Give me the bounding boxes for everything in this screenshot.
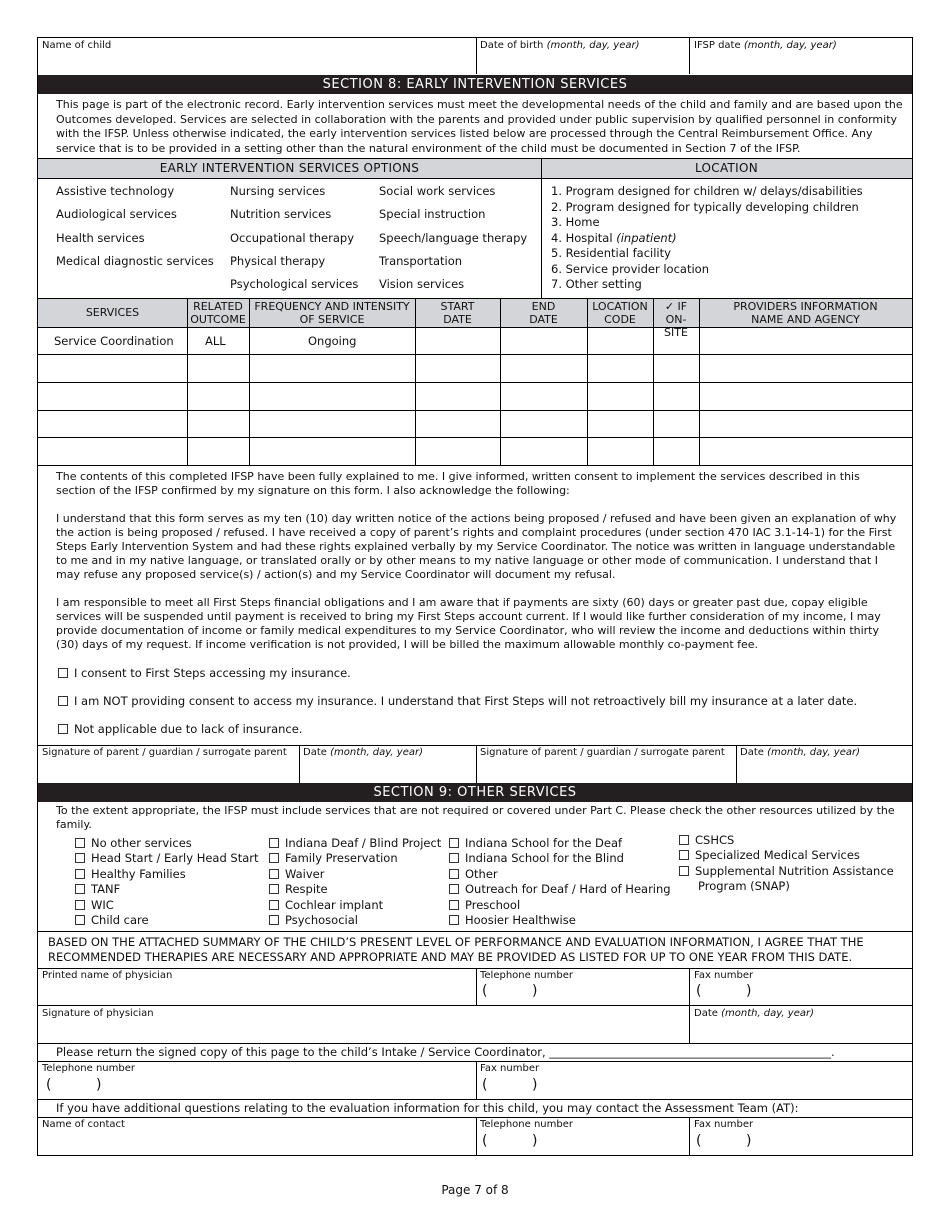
checkbox-icon[interactable] — [58, 668, 68, 678]
section8-intro: This page is part of the electronic record. Early intervention services must meet the developmental needs of the child and family and are based upon the Outcomes developed. Services are selected in collaboration with the parents and provided under public supervision by qualified personnel in conformity with the IFSP. Unless otherwise indicated, the early intervention services listed below are processed through the Central Reimbursement Office. Any service that is to be provided in a setting other than the natural environment of the child must be documented in Section 7 of the IFSP. — [56, 98, 903, 155]
location-item: 1. Program designed for children w/ delays/disabilities — [551, 184, 863, 198]
physician-date-field[interactable] — [690, 1006, 912, 1043]
printed-name-physician-field[interactable] — [38, 969, 476, 1005]
checkbox-icon[interactable] — [269, 853, 279, 863]
other-service-checkbox[interactable]: Waiver — [269, 867, 325, 881]
other-service-checkbox[interactable]: No other services — [75, 836, 192, 850]
physician-telephone-field[interactable]: ( ) — [482, 983, 538, 999]
col-location-code: LOCATION CODE — [592, 300, 648, 326]
option-item: Assistive technology — [56, 184, 175, 198]
other-service-checkbox[interactable]: WIC — [75, 898, 114, 912]
return-telephone-field[interactable]: ( ) — [46, 1077, 102, 1093]
physician-signature-field[interactable] — [38, 1006, 689, 1043]
other-service-checkbox[interactable]: Psychosocial — [269, 913, 358, 927]
date-2-field[interactable] — [737, 746, 912, 783]
option-item: Nutrition services — [230, 207, 332, 221]
date-1-label: Date (month, day, year) — [303, 747, 423, 758]
dob-label: Date of birth (month, day, year) — [480, 40, 640, 51]
col-providers: PROVIDERS INFORMATION NAME AND AGENCY — [733, 300, 878, 326]
consent-paragraph-3: I am responsible to meet all First Steps financial obligations and I am aware that if payments are sixty (60) days or greater past due, copay eligible services will be suspended until payment is received to bring my First Steps account current. If I would like further consideration of my income, I may provide documentation of income or family medical expenditures to my Service Coordinator, who will review the income and deductions within thirty (30) days of my request. If income verification is not provided, I will be billed the maximum allowable monthly co-payment fee. — [56, 596, 881, 651]
col-end-date: END DATE — [529, 300, 558, 326]
ifsp-date-field[interactable] — [690, 38, 912, 74]
option-item: Psychological services — [230, 277, 359, 291]
section9-intro: To the extent appropriate, the IFSP must include services that are not required or covered under Part C. Please check the other resources utilized by the family. — [56, 804, 895, 831]
checkbox-icon[interactable] — [269, 915, 279, 925]
checkbox-icon[interactable] — [58, 724, 68, 734]
contact-fax-label: Fax number — [694, 1119, 754, 1130]
option-item: Transportation — [379, 254, 463, 268]
col-start-date: START DATE — [440, 300, 475, 326]
no-consent-insurance-checkbox[interactable]: I am NOT providing consent to access my insurance. I understand that First Steps will not retroactively bill my insurance at a later date. — [58, 694, 857, 708]
col-onsite: ✓ IF ON- SITE — [664, 300, 688, 339]
dob-field[interactable] — [477, 38, 689, 74]
location-item: 2. Program designed for typically developing children — [551, 200, 859, 214]
ifsp-date-label: IFSP date (month, day, year) — [694, 40, 837, 51]
checkbox-icon[interactable] — [449, 869, 459, 879]
name-of-child-label: Name of child — [42, 40, 112, 51]
checkbox-icon[interactable] — [58, 696, 68, 706]
checkbox-icon[interactable] — [75, 900, 85, 910]
parent-signature-2-field[interactable] — [477, 746, 736, 783]
parent-signature-1-label: Signature of parent / guardian / surrogate parent — [42, 747, 287, 758]
option-item: Nursing services — [230, 184, 326, 198]
location-item: 5. Residential facility — [551, 246, 671, 260]
checkbox-icon[interactable] — [449, 884, 459, 894]
other-service-label-cont: Program (SNAP) — [698, 879, 790, 893]
checkbox-icon[interactable] — [75, 884, 85, 894]
row-outcome[interactable]: ALL — [205, 334, 226, 348]
checkbox-icon[interactable] — [269, 900, 279, 910]
other-service-checkbox[interactable]: Indiana School for the Blind — [449, 851, 624, 865]
checkbox-icon[interactable] — [449, 853, 459, 863]
not-applicable-checkbox[interactable]: Not applicable due to lack of insurance. — [58, 722, 302, 736]
section9-title: SECTION 9: OTHER SERVICES — [38, 783, 912, 802]
row-frequency[interactable]: Ongoing — [308, 334, 357, 348]
other-service-checkbox[interactable]: Healthy Families — [75, 867, 186, 881]
col-related-outcome: RELATED OUTCOME — [190, 300, 246, 326]
location-item: 3. Home — [551, 215, 600, 229]
return-instructions: Please return the signed copy of this page to the child’s Intake / Service Coordinator, _________________________________________________. — [56, 1045, 835, 1059]
physician-signature-label: Signature of physician — [42, 1008, 154, 1019]
empty-service-rows[interactable] — [38, 355, 912, 465]
other-service-checkbox[interactable]: Specialized Medical Services — [679, 848, 860, 862]
location-item: 7. Other setting — [551, 277, 642, 291]
consent-paragraph-1: The contents of this completed IFSP have been fully explained to me. I give informed, written consent to implement the services described in this section of the IFSP confirmed by my signature on this form. I also acknowledge the following: — [56, 470, 860, 497]
physician-statement: BASED ON THE ATTACHED SUMMARY OF THE CHILD’S PRESENT LEVEL OF PERFORMANCE AND EVALUATION INFORMATION, I AGREE THAT THE RECOMMENDED THERAPIES ARE NECESSARY AND APPROPRIATE AND MAY BE PROVIDED AS LISTED FOR UP TO ONE YEAR FROM THIS DATE. — [48, 935, 864, 964]
option-item: Speech/language therapy — [379, 231, 528, 245]
checkbox-icon[interactable] — [269, 884, 279, 894]
page-number: Page 7 of 8 — [441, 1183, 509, 1197]
option-item: Medical diagnostic services — [56, 254, 214, 268]
option-item: Occupational therapy — [230, 231, 355, 245]
option-item: Social work services — [379, 184, 496, 198]
location-item: 4. Hospital (inpatient) — [551, 231, 677, 245]
return-telephone-label: Telephone number — [42, 1063, 135, 1074]
physician-date-label: Date (month, day, year) — [694, 1008, 814, 1019]
physician-fax-label: Fax number — [694, 970, 754, 981]
contact-name-label: Name of contact — [42, 1119, 125, 1130]
consent-paragraph-2: I understand that this form serves as my ten (10) day written notice of the actions being proposed / refused and have been given an explanation of why the action is being proposed / refused. I have received a copy of parent’s rights and complaint procedures (under section 470 IAC 3.1-14-1) for the First Steps Early Intervention System and had these rights explained verbally by my Service Coordinator. The notice was written in language understandable to me and in my native language, or translated orally or by other means to my native language or other mode of communication. I understand that I may refuse any proposed service(s) / action(s) and my Service Coordinator will document my refusal. — [56, 512, 897, 581]
parent-signature-1-field[interactable] — [38, 746, 299, 783]
contact-telephone-field[interactable]: ( ) — [482, 1133, 538, 1149]
return-fax-label: Fax number — [480, 1063, 540, 1074]
other-service-checkbox[interactable]: Other — [449, 867, 498, 881]
options-header: EARLY INTERVENTION SERVICES OPTIONS — [159, 161, 420, 175]
location-header: LOCATION — [694, 161, 759, 175]
col-frequency: FREQUENCY AND INTENSITY OF SERVICE — [254, 300, 410, 326]
physician-fax-field[interactable]: ( ) — [696, 983, 752, 999]
checkbox-icon[interactable] — [75, 838, 85, 848]
other-service-checkbox[interactable]: Supplemental Nutrition Assistance — [679, 864, 894, 878]
option-item: Vision services — [379, 277, 465, 291]
date-2-label: Date (month, day, year) — [740, 747, 860, 758]
checkbox-icon[interactable] — [75, 853, 85, 863]
checkbox-icon[interactable] — [449, 900, 459, 910]
row-service[interactable]: Service Coordination — [54, 334, 174, 348]
checkbox-icon[interactable] — [269, 838, 279, 848]
checkbox-icon[interactable] — [449, 838, 459, 848]
checkbox-icon[interactable] — [75, 915, 85, 925]
option-item: Special instruction — [379, 207, 486, 221]
contact-fax-field[interactable]: ( ) — [696, 1133, 752, 1149]
consent-insurance-checkbox[interactable]: I consent to First Steps accessing my insurance. — [58, 666, 351, 680]
other-service-checkbox[interactable]: Outreach for Deaf / Hard of Hearing — [449, 882, 671, 896]
location-item: 6. Service provider location — [551, 262, 709, 276]
option-item: Audiological services — [56, 207, 177, 221]
physician-telephone-label: Telephone number — [480, 970, 573, 981]
other-service-checkbox[interactable]: Head Start / Early Head Start — [75, 851, 259, 865]
checkbox-icon[interactable] — [75, 869, 85, 879]
col-services: SERVICES — [85, 306, 140, 319]
questions-text: If you have additional questions relating to the evaluation information for this child, you may contact the Assessment Team (AT): — [56, 1101, 799, 1115]
contact-telephone-label: Telephone number — [480, 1119, 573, 1130]
other-service-checkbox[interactable]: Indiana Deaf / Blind Project — [269, 836, 441, 850]
name-of-child-field[interactable] — [38, 38, 475, 74]
contact-name-field[interactable] — [38, 1118, 476, 1155]
option-item: Health services — [56, 231, 145, 245]
section8-title: SECTION 8: EARLY INTERVENTION SERVICES — [38, 75, 912, 94]
checkbox-icon[interactable] — [269, 869, 279, 879]
option-item: Physical therapy — [230, 254, 326, 268]
checkbox-icon[interactable] — [679, 850, 689, 860]
other-service-checkbox[interactable]: Hoosier Healthwise — [449, 913, 576, 927]
checkbox-icon[interactable] — [679, 866, 689, 876]
checkbox-icon[interactable] — [449, 915, 459, 925]
other-service-checkbox[interactable]: Cochlear implant — [269, 898, 383, 912]
other-service-checkbox[interactable]: Preschool — [449, 898, 520, 912]
form-frame — [37, 37, 913, 1156]
other-service-checkbox[interactable]: CSHCS — [679, 833, 734, 847]
printed-name-physician-label: Printed name of physician — [42, 970, 173, 981]
other-service-checkbox[interactable]: Respite — [269, 882, 328, 896]
parent-signature-2-label: Signature of parent / guardian / surrogate parent — [480, 747, 725, 758]
date-1-field[interactable] — [300, 746, 476, 783]
return-fax-field[interactable]: ( ) — [482, 1077, 538, 1093]
other-service-checkbox[interactable]: Indiana School for the Deaf — [449, 836, 622, 850]
other-service-checkbox[interactable]: TANF — [75, 882, 120, 896]
other-service-checkbox[interactable]: Family Preservation — [269, 851, 398, 865]
checkbox-icon[interactable] — [679, 835, 689, 845]
other-service-checkbox[interactable]: Child care — [75, 913, 149, 927]
